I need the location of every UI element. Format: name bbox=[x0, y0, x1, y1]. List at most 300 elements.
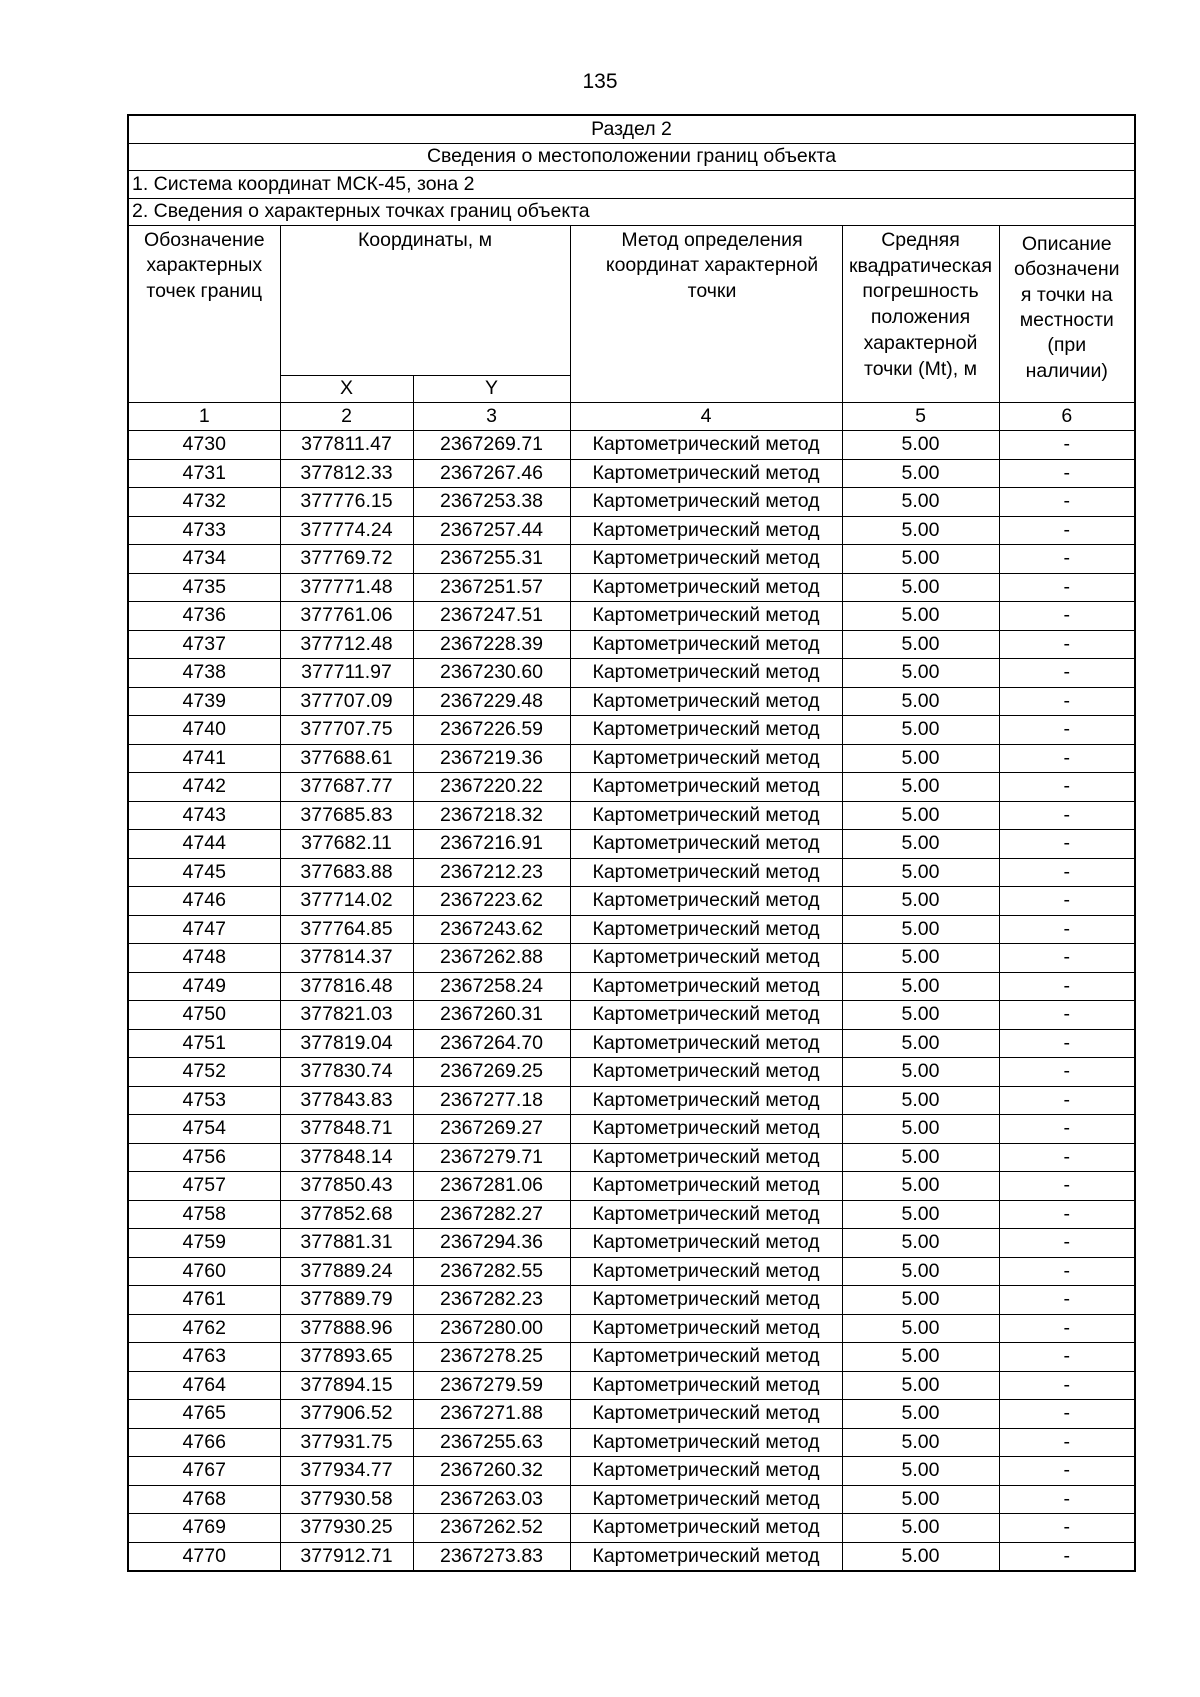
x-coordinate-cell: 377819.04 bbox=[280, 1029, 413, 1058]
error-cell: 5.00 bbox=[842, 830, 999, 859]
description-cell: - bbox=[999, 773, 1135, 802]
y-coordinate-cell: 2367269.25 bbox=[413, 1058, 570, 1087]
y-coordinate-cell: 2367260.32 bbox=[413, 1457, 570, 1486]
description-cell: - bbox=[999, 801, 1135, 830]
table-row bbox=[128, 1428, 1135, 1457]
point-id-cell: 4766 bbox=[128, 1428, 280, 1457]
point-id-cell: 4767 bbox=[128, 1457, 280, 1486]
description-cell: - bbox=[999, 1257, 1135, 1286]
error-cell: 5.00 bbox=[842, 972, 999, 1001]
table-row bbox=[128, 1457, 1135, 1486]
table-row bbox=[128, 830, 1135, 859]
column-numbers-row bbox=[128, 403, 1135, 431]
x-coordinate-cell: 377894.15 bbox=[280, 1371, 413, 1400]
method-cell: Картометрический метод bbox=[570, 602, 842, 631]
table-row bbox=[128, 972, 1135, 1001]
header-y: Y bbox=[413, 376, 570, 403]
point-id-cell: 4734 bbox=[128, 545, 280, 574]
method-cell: Картометрический метод bbox=[570, 687, 842, 716]
point-id-cell: 4758 bbox=[128, 1200, 280, 1229]
y-coordinate-cell: 2367269.27 bbox=[413, 1115, 570, 1144]
point-id-cell: 4764 bbox=[128, 1371, 280, 1400]
error-cell: 5.00 bbox=[842, 1457, 999, 1486]
y-coordinate-cell: 2367257.44 bbox=[413, 516, 570, 545]
description-cell: - bbox=[999, 1542, 1135, 1571]
description-cell: - bbox=[999, 915, 1135, 944]
coordinate-system: 1. Система координат МСК-45, зона 2 bbox=[128, 171, 1135, 199]
description-cell: - bbox=[999, 1457, 1135, 1486]
header-description: Описание обозначени я точки на местности (при наличии) bbox=[999, 226, 1135, 403]
error-cell: 5.00 bbox=[842, 1229, 999, 1258]
table-row bbox=[128, 887, 1135, 916]
table-row bbox=[128, 1029, 1135, 1058]
error-cell: 5.00 bbox=[842, 1400, 999, 1429]
x-coordinate-cell: 377889.79 bbox=[280, 1286, 413, 1315]
error-cell: 5.00 bbox=[842, 1314, 999, 1343]
table-row bbox=[128, 858, 1135, 887]
error-cell: 5.00 bbox=[842, 573, 999, 602]
point-id-cell: 4747 bbox=[128, 915, 280, 944]
x-coordinate-cell: 377930.25 bbox=[280, 1514, 413, 1543]
table-row bbox=[128, 1172, 1135, 1201]
x-coordinate-cell: 377707.75 bbox=[280, 716, 413, 745]
error-cell: 5.00 bbox=[842, 801, 999, 830]
method-cell: Картометрический метод bbox=[570, 516, 842, 545]
table-row bbox=[128, 431, 1135, 460]
x-coordinate-cell: 377893.65 bbox=[280, 1343, 413, 1372]
table-row bbox=[128, 1086, 1135, 1115]
error-cell: 5.00 bbox=[842, 858, 999, 887]
method-cell: Картометрический метод bbox=[570, 1200, 842, 1229]
table-row bbox=[128, 573, 1135, 602]
x-coordinate-cell: 377814.37 bbox=[280, 944, 413, 973]
point-id-cell: 4750 bbox=[128, 1001, 280, 1030]
method-cell: Картометрический метод bbox=[570, 573, 842, 602]
x-coordinate-cell: 377688.61 bbox=[280, 744, 413, 773]
x-coordinate-cell: 377769.72 bbox=[280, 545, 413, 574]
coordinates-table bbox=[127, 114, 1136, 1572]
x-coordinate-cell: 377848.14 bbox=[280, 1143, 413, 1172]
error-cell: 5.00 bbox=[842, 630, 999, 659]
description-cell: - bbox=[999, 972, 1135, 1001]
y-coordinate-cell: 2367277.18 bbox=[413, 1086, 570, 1115]
y-coordinate-cell: 2367243.62 bbox=[413, 915, 570, 944]
point-id-cell: 4739 bbox=[128, 687, 280, 716]
method-cell: Картометрический метод bbox=[570, 1428, 842, 1457]
error-cell: 5.00 bbox=[842, 516, 999, 545]
y-coordinate-cell: 2367255.63 bbox=[413, 1428, 570, 1457]
y-coordinate-cell: 2367282.55 bbox=[413, 1257, 570, 1286]
x-coordinate-cell: 377912.71 bbox=[280, 1542, 413, 1571]
error-cell: 5.00 bbox=[842, 1514, 999, 1543]
method-cell: Картометрический метод bbox=[570, 801, 842, 830]
description-cell: - bbox=[999, 659, 1135, 688]
error-cell: 5.00 bbox=[842, 1286, 999, 1315]
y-coordinate-cell: 2367228.39 bbox=[413, 630, 570, 659]
table-row bbox=[128, 1343, 1135, 1372]
method-cell: Картометрический метод bbox=[570, 1229, 842, 1258]
y-coordinate-cell: 2367267.46 bbox=[413, 459, 570, 488]
error-cell: 5.00 bbox=[842, 1143, 999, 1172]
y-coordinate-cell: 2367220.22 bbox=[413, 773, 570, 802]
point-id-cell: 4749 bbox=[128, 972, 280, 1001]
point-id-cell: 4745 bbox=[128, 858, 280, 887]
table-row bbox=[128, 1229, 1135, 1258]
x-coordinate-cell: 377881.31 bbox=[280, 1229, 413, 1258]
description-cell: - bbox=[999, 858, 1135, 887]
point-id-cell: 4738 bbox=[128, 659, 280, 688]
error-cell: 5.00 bbox=[842, 1485, 999, 1514]
column-number: 1 bbox=[128, 403, 280, 431]
table-row bbox=[128, 687, 1135, 716]
x-coordinate-cell: 377771.48 bbox=[280, 573, 413, 602]
column-number: 4 bbox=[570, 403, 842, 431]
method-cell: Картометрический метод bbox=[570, 1514, 842, 1543]
error-cell: 5.00 bbox=[842, 1371, 999, 1400]
point-id-cell: 4736 bbox=[128, 602, 280, 631]
error-cell: 5.00 bbox=[842, 1343, 999, 1372]
x-coordinate-cell: 377712.48 bbox=[280, 630, 413, 659]
error-cell: 5.00 bbox=[842, 1029, 999, 1058]
table-row bbox=[128, 1371, 1135, 1400]
y-coordinate-cell: 2367255.31 bbox=[413, 545, 570, 574]
method-cell: Картометрический метод bbox=[570, 915, 842, 944]
y-coordinate-cell: 2367282.27 bbox=[413, 1200, 570, 1229]
x-coordinate-cell: 377683.88 bbox=[280, 858, 413, 887]
table-row bbox=[128, 488, 1135, 517]
x-coordinate-cell: 377843.83 bbox=[280, 1086, 413, 1115]
point-id-cell: 4748 bbox=[128, 944, 280, 973]
x-coordinate-cell: 377774.24 bbox=[280, 516, 413, 545]
x-coordinate-cell: 377687.77 bbox=[280, 773, 413, 802]
error-cell: 5.00 bbox=[842, 716, 999, 745]
method-cell: Картометрический метод bbox=[570, 1172, 842, 1201]
error-cell: 5.00 bbox=[842, 773, 999, 802]
point-id-cell: 4752 bbox=[128, 1058, 280, 1087]
table-row bbox=[128, 1514, 1135, 1543]
point-id-cell: 4760 bbox=[128, 1257, 280, 1286]
table-row bbox=[128, 1286, 1135, 1315]
point-id-cell: 4731 bbox=[128, 459, 280, 488]
table-row bbox=[128, 1257, 1135, 1286]
error-cell: 5.00 bbox=[842, 1001, 999, 1030]
table-row bbox=[128, 716, 1135, 745]
error-cell: 5.00 bbox=[842, 744, 999, 773]
method-cell: Картометрический метод bbox=[570, 716, 842, 745]
section-title: Раздел 2 bbox=[128, 115, 1135, 143]
description-cell: - bbox=[999, 1143, 1135, 1172]
y-coordinate-cell: 2367216.91 bbox=[413, 830, 570, 859]
y-coordinate-cell: 2367219.36 bbox=[413, 744, 570, 773]
description-cell: - bbox=[999, 516, 1135, 545]
point-id-cell: 4757 bbox=[128, 1172, 280, 1201]
description-cell: - bbox=[999, 1400, 1135, 1429]
y-coordinate-cell: 2367260.31 bbox=[413, 1001, 570, 1030]
description-cell: - bbox=[999, 1514, 1135, 1543]
description-cell: - bbox=[999, 630, 1135, 659]
error-cell: 5.00 bbox=[842, 602, 999, 631]
x-coordinate-cell: 377848.71 bbox=[280, 1115, 413, 1144]
table-row bbox=[128, 1058, 1135, 1087]
table-subtitle: Сведения о местоположении границ объекта bbox=[128, 143, 1135, 171]
header-method: Метод определения координат характерной точки bbox=[570, 226, 842, 403]
table-row bbox=[128, 659, 1135, 688]
method-cell: Картометрический метод bbox=[570, 1457, 842, 1486]
table-row bbox=[128, 1200, 1135, 1229]
method-cell: Картометрический метод bbox=[570, 1086, 842, 1115]
y-coordinate-cell: 2367262.52 bbox=[413, 1514, 570, 1543]
point-id-cell: 4740 bbox=[128, 716, 280, 745]
column-number: 6 bbox=[999, 403, 1135, 431]
x-coordinate-cell: 377811.47 bbox=[280, 431, 413, 460]
description-cell: - bbox=[999, 488, 1135, 517]
error-cell: 5.00 bbox=[842, 1058, 999, 1087]
method-cell: Картометрический метод bbox=[570, 1400, 842, 1429]
table-row bbox=[128, 630, 1135, 659]
error-cell: 5.00 bbox=[842, 944, 999, 973]
header-error: Средняя квадратическая погрешность положения характерной точки (Mt), м bbox=[842, 226, 999, 403]
y-coordinate-cell: 2367253.38 bbox=[413, 488, 570, 517]
point-id-cell: 4756 bbox=[128, 1143, 280, 1172]
method-cell: Картометрический метод bbox=[570, 1001, 842, 1030]
method-cell: Картометрический метод bbox=[570, 1143, 842, 1172]
y-coordinate-cell: 2367212.23 bbox=[413, 858, 570, 887]
y-coordinate-cell: 2367282.23 bbox=[413, 1286, 570, 1315]
point-id-cell: 4769 bbox=[128, 1514, 280, 1543]
point-id-cell: 4733 bbox=[128, 516, 280, 545]
method-cell: Картометрический метод bbox=[570, 830, 842, 859]
description-cell: - bbox=[999, 459, 1135, 488]
method-cell: Картометрический метод bbox=[570, 1115, 842, 1144]
y-coordinate-cell: 2367294.36 bbox=[413, 1229, 570, 1258]
point-id-cell: 4741 bbox=[128, 744, 280, 773]
header-designation: Обозначение характерных точек границ bbox=[128, 226, 280, 403]
point-id-cell: 4746 bbox=[128, 887, 280, 916]
method-cell: Картометрический метод bbox=[570, 431, 842, 460]
error-cell: 5.00 bbox=[842, 1115, 999, 1144]
point-id-cell: 4744 bbox=[128, 830, 280, 859]
method-cell: Картометрический метод bbox=[570, 545, 842, 574]
point-id-cell: 4737 bbox=[128, 630, 280, 659]
x-coordinate-cell: 377889.24 bbox=[280, 1257, 413, 1286]
y-coordinate-cell: 2367281.06 bbox=[413, 1172, 570, 1201]
description-cell: - bbox=[999, 1428, 1135, 1457]
point-id-cell: 4735 bbox=[128, 573, 280, 602]
error-cell: 5.00 bbox=[842, 431, 999, 460]
x-coordinate-cell: 377714.02 bbox=[280, 887, 413, 916]
x-coordinate-cell: 377830.74 bbox=[280, 1058, 413, 1087]
y-coordinate-cell: 2367251.57 bbox=[413, 573, 570, 602]
description-cell: - bbox=[999, 1314, 1135, 1343]
point-id-cell: 4762 bbox=[128, 1314, 280, 1343]
x-coordinate-cell: 377931.75 bbox=[280, 1428, 413, 1457]
error-cell: 5.00 bbox=[842, 488, 999, 517]
x-coordinate-cell: 377761.06 bbox=[280, 602, 413, 631]
table-row bbox=[128, 1143, 1135, 1172]
method-cell: Картометрический метод bbox=[570, 972, 842, 1001]
method-cell: Картометрический метод bbox=[570, 659, 842, 688]
method-cell: Картометрический метод bbox=[570, 1485, 842, 1514]
description-cell: - bbox=[999, 944, 1135, 973]
table-row bbox=[128, 602, 1135, 631]
description-cell: - bbox=[999, 1200, 1135, 1229]
y-coordinate-cell: 2367280.00 bbox=[413, 1314, 570, 1343]
points-caption: 2. Сведения о характерных точках границ объекта bbox=[128, 198, 1135, 226]
table-row bbox=[128, 801, 1135, 830]
table-row bbox=[128, 516, 1135, 545]
method-cell: Картометрический метод bbox=[570, 459, 842, 488]
y-coordinate-cell: 2367262.88 bbox=[413, 944, 570, 973]
y-coordinate-cell: 2367247.51 bbox=[413, 602, 570, 631]
x-coordinate-cell: 377764.85 bbox=[280, 915, 413, 944]
y-coordinate-cell: 2367229.48 bbox=[413, 687, 570, 716]
error-cell: 5.00 bbox=[842, 1086, 999, 1115]
x-coordinate-cell: 377821.03 bbox=[280, 1001, 413, 1030]
error-cell: 5.00 bbox=[842, 459, 999, 488]
method-cell: Картометрический метод bbox=[570, 858, 842, 887]
x-coordinate-cell: 377850.43 bbox=[280, 1172, 413, 1201]
point-id-cell: 4768 bbox=[128, 1485, 280, 1514]
description-cell: - bbox=[999, 1229, 1135, 1258]
point-id-cell: 4732 bbox=[128, 488, 280, 517]
y-coordinate-cell: 2367279.59 bbox=[413, 1371, 570, 1400]
y-coordinate-cell: 2367264.70 bbox=[413, 1029, 570, 1058]
point-id-cell: 4730 bbox=[128, 431, 280, 460]
table-row bbox=[128, 944, 1135, 973]
y-coordinate-cell: 2367279.71 bbox=[413, 1143, 570, 1172]
description-cell: - bbox=[999, 1115, 1135, 1144]
column-number: 5 bbox=[842, 403, 999, 431]
description-cell: - bbox=[999, 1371, 1135, 1400]
x-coordinate-cell: 377707.09 bbox=[280, 687, 413, 716]
description-cell: - bbox=[999, 573, 1135, 602]
error-cell: 5.00 bbox=[842, 687, 999, 716]
y-coordinate-cell: 2367230.60 bbox=[413, 659, 570, 688]
method-cell: Картометрический метод bbox=[570, 1029, 842, 1058]
method-cell: Картометрический метод bbox=[570, 744, 842, 773]
error-cell: 5.00 bbox=[842, 1172, 999, 1201]
description-cell: - bbox=[999, 1029, 1135, 1058]
point-id-cell: 4761 bbox=[128, 1286, 280, 1315]
description-cell: - bbox=[999, 1343, 1135, 1372]
description-cell: - bbox=[999, 1058, 1135, 1087]
error-cell: 5.00 bbox=[842, 1428, 999, 1457]
y-coordinate-cell: 2367223.62 bbox=[413, 887, 570, 916]
description-cell: - bbox=[999, 830, 1135, 859]
point-id-cell: 4765 bbox=[128, 1400, 280, 1429]
table-row bbox=[128, 1400, 1135, 1429]
point-id-cell: 4770 bbox=[128, 1542, 280, 1571]
description-cell: - bbox=[999, 1086, 1135, 1115]
description-cell: - bbox=[999, 602, 1135, 631]
table-row bbox=[128, 1115, 1135, 1144]
point-id-cell: 4759 bbox=[128, 1229, 280, 1258]
description-cell: - bbox=[999, 887, 1135, 916]
table-row bbox=[128, 915, 1135, 944]
description-cell: - bbox=[999, 545, 1135, 574]
method-cell: Картометрический метод bbox=[570, 1371, 842, 1400]
x-coordinate-cell: 377934.77 bbox=[280, 1457, 413, 1486]
x-coordinate-cell: 377682.11 bbox=[280, 830, 413, 859]
y-coordinate-cell: 2367218.32 bbox=[413, 801, 570, 830]
description-cell: - bbox=[999, 716, 1135, 745]
method-cell: Картометрический метод bbox=[570, 944, 842, 973]
table-row bbox=[128, 459, 1135, 488]
table-row bbox=[128, 1485, 1135, 1514]
description-cell: - bbox=[999, 1172, 1135, 1201]
y-coordinate-cell: 2367226.59 bbox=[413, 716, 570, 745]
description-cell: - bbox=[999, 744, 1135, 773]
table-row bbox=[128, 1542, 1135, 1571]
method-cell: Картометрический метод bbox=[570, 1314, 842, 1343]
error-cell: 5.00 bbox=[842, 887, 999, 916]
method-cell: Картометрический метод bbox=[570, 1257, 842, 1286]
table-row bbox=[128, 545, 1135, 574]
x-coordinate-cell: 377930.58 bbox=[280, 1485, 413, 1514]
header-x: X bbox=[280, 376, 413, 403]
point-id-cell: 4763 bbox=[128, 1343, 280, 1372]
x-coordinate-cell: 377888.96 bbox=[280, 1314, 413, 1343]
x-coordinate-cell: 377852.68 bbox=[280, 1200, 413, 1229]
x-coordinate-cell: 377816.48 bbox=[280, 972, 413, 1001]
point-id-cell: 4753 bbox=[128, 1086, 280, 1115]
description-cell: - bbox=[999, 1485, 1135, 1514]
table-row bbox=[128, 744, 1135, 773]
description-cell: - bbox=[999, 1286, 1135, 1315]
table-row bbox=[128, 1001, 1135, 1030]
error-cell: 5.00 bbox=[842, 1200, 999, 1229]
x-coordinate-cell: 377711.97 bbox=[280, 659, 413, 688]
method-cell: Картометрический метод bbox=[570, 887, 842, 916]
y-coordinate-cell: 2367269.71 bbox=[413, 431, 570, 460]
method-cell: Картометрический метод bbox=[570, 630, 842, 659]
method-cell: Картометрический метод bbox=[570, 488, 842, 517]
y-coordinate-cell: 2367273.83 bbox=[413, 1542, 570, 1571]
error-cell: 5.00 bbox=[842, 1542, 999, 1571]
error-cell: 5.00 bbox=[842, 915, 999, 944]
point-id-cell: 4743 bbox=[128, 801, 280, 830]
x-coordinate-cell: 377906.52 bbox=[280, 1400, 413, 1429]
page-number: 135 bbox=[582, 70, 618, 93]
method-cell: Картометрический метод bbox=[570, 1286, 842, 1315]
error-cell: 5.00 bbox=[842, 659, 999, 688]
method-cell: Картометрический метод bbox=[570, 1343, 842, 1372]
description-cell: - bbox=[999, 1001, 1135, 1030]
x-coordinate-cell: 377685.83 bbox=[280, 801, 413, 830]
point-id-cell: 4742 bbox=[128, 773, 280, 802]
method-cell: Картометрический метод bbox=[570, 1058, 842, 1087]
header-coordinates: Координаты, м bbox=[280, 226, 570, 376]
x-coordinate-cell: 377776.15 bbox=[280, 488, 413, 517]
y-coordinate-cell: 2367258.24 bbox=[413, 972, 570, 1001]
description-cell: - bbox=[999, 431, 1135, 460]
method-cell: Картометрический метод bbox=[570, 1542, 842, 1571]
error-cell: 5.00 bbox=[842, 545, 999, 574]
y-coordinate-cell: 2367278.25 bbox=[413, 1343, 570, 1372]
y-coordinate-cell: 2367271.88 bbox=[413, 1400, 570, 1429]
table-row bbox=[128, 773, 1135, 802]
error-cell: 5.00 bbox=[842, 1257, 999, 1286]
column-number: 3 bbox=[413, 403, 570, 431]
point-id-cell: 4751 bbox=[128, 1029, 280, 1058]
method-cell: Картометрический метод bbox=[570, 773, 842, 802]
point-id-cell: 4754 bbox=[128, 1115, 280, 1144]
table-row bbox=[128, 1314, 1135, 1343]
y-coordinate-cell: 2367263.03 bbox=[413, 1485, 570, 1514]
x-coordinate-cell: 377812.33 bbox=[280, 459, 413, 488]
column-number: 2 bbox=[280, 403, 413, 431]
description-cell: - bbox=[999, 687, 1135, 716]
